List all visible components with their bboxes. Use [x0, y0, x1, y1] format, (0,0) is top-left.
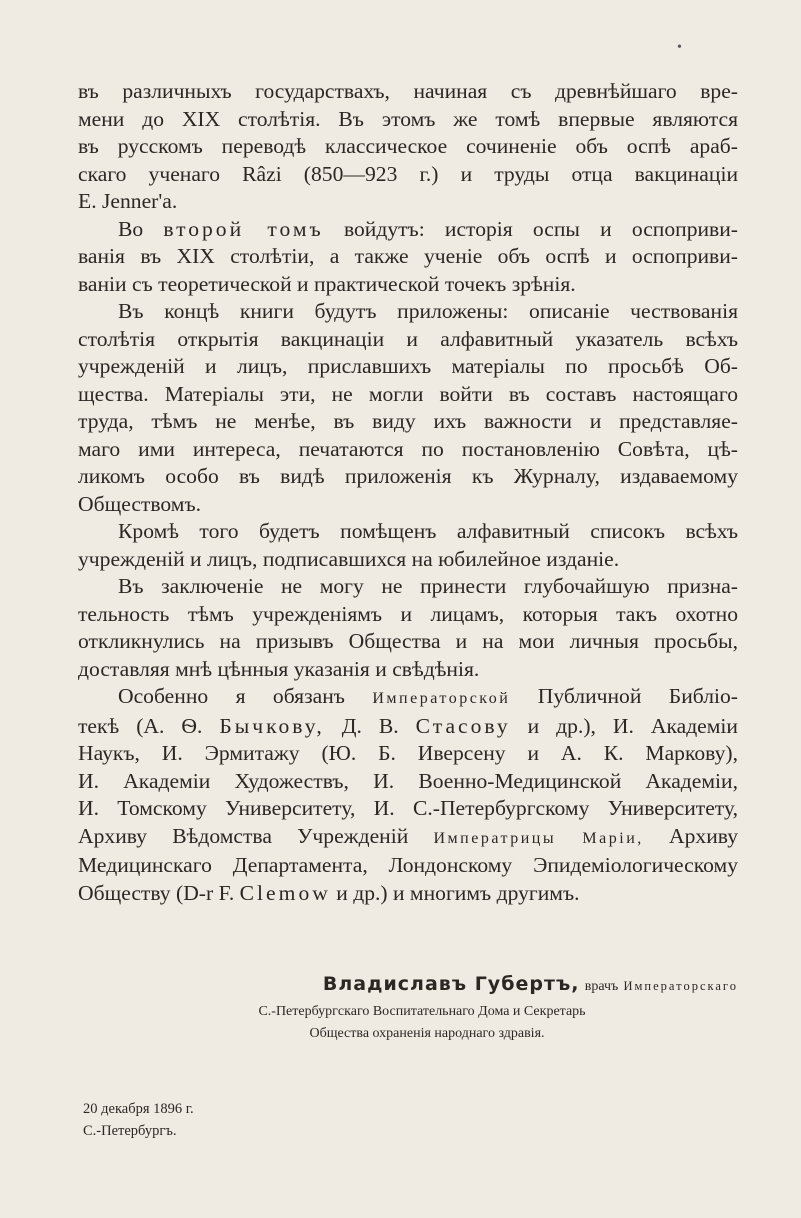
- text-line: щества. Матеріалы эти, не могли войти въ составъ настоящаго: [78, 381, 738, 406]
- text-line: ликомъ особо въ видѣ приложенія къ Журналу, издаваемому: [78, 464, 738, 488]
- text-run: войдутъ: исторія оспы и оспоприви-: [343, 216, 738, 241]
- text-line: учрежденій и лицъ, подписавшихся на юбилейное изданіе.: [78, 546, 620, 571]
- text-line: И. Академіи Художествъ, И. Военно-Медицинской Академіи,: [78, 768, 738, 793]
- body-text: [78, 78, 738, 907]
- author-name: Владиславъ Губертъ,: [322, 973, 580, 995]
- text-line: E. Jenner'a.: [78, 189, 178, 213]
- text-line: учрежденій и лицъ, приславшихъ матеріалы по просьбѣ Об-: [78, 354, 738, 378]
- text-line: Въ заключеніе не могу не принести глубочайшую призна-: [118, 574, 738, 598]
- date-line: 20 декабря 1896 г.: [83, 1101, 194, 1117]
- text-line: мени до XIX столѣтія. Въ этомъ же томѣ впервые являются: [78, 106, 738, 131]
- text-line: ваніи съ теоретической и практической точекъ зрѣнія.: [78, 271, 576, 296]
- text-run: текѣ (А. Ѳ.: [78, 713, 203, 738]
- text-line: труда, тѣмъ не менѣе, въ виду ихъ важности и представляе-: [78, 409, 738, 433]
- text-line: Кромѣ того будетъ помѣщенъ алфавитный списокъ всѣхъ: [118, 519, 738, 543]
- small-caps-text: Императрицы Маріи,: [433, 829, 644, 847]
- small-caps-text: Императорской: [372, 690, 511, 707]
- author-society: Общества охраненія народнаго здравія.: [309, 1026, 545, 1041]
- date-place: [83, 1098, 194, 1142]
- page-mark: •: [677, 40, 682, 55]
- place-line: С.-Петербургъ.: [83, 1123, 177, 1139]
- spaced-text: Бычкову,: [219, 713, 325, 738]
- signature-block: [78, 969, 738, 1045]
- text-line: доставляя мнѣ цѣнныя указанія и свѣдѣнія.: [78, 656, 480, 681]
- text-line: [78, 683, 738, 713]
- text-line: Въ концѣ книги будутъ приложены: описаніе чествованія: [118, 299, 738, 323]
- text-line: столѣтія открытія вакцинаціи и алфавитный указатель всѣхъ: [78, 326, 738, 351]
- text-run: Архиву: [669, 823, 738, 848]
- text-line: Медицинскаго Департамента, Лондонскому Эпидеміологическому: [78, 853, 738, 877]
- text-line: въ русскомъ переводѣ классическое сочиненіе объ оспѣ араб-: [78, 134, 738, 158]
- spaced-text: Стасову: [415, 713, 511, 738]
- text-line: тельность тѣмъ учрежденіямъ и лицамъ, которыя такъ охотно: [78, 601, 738, 626]
- text-line: [78, 880, 738, 908]
- text-run: Д. В.: [341, 713, 399, 738]
- text-run: и др.), И. Академіи: [527, 713, 738, 738]
- text-run: Архиву Вѣдомства Учрежденій: [78, 823, 409, 848]
- text-line: скаго ученаго Râzi (850—923 г.) и труды отца вакцинаціи: [78, 161, 738, 186]
- text-line: [78, 713, 738, 741]
- text-line: откликнулись на призывъ Общества и на мои личныя просьбы,: [78, 629, 738, 653]
- text-line: И. Томскому Университету, И. С.-Петербургскому Университету,: [78, 796, 738, 820]
- text-line: Обществомъ.: [78, 491, 202, 516]
- text-line: маго ими интереса, печатаются по постановленію Совѣта, цѣ-: [78, 436, 738, 461]
- author-affiliation: С.-Петербургскаго Воспитательнаго Дома и Секретарь: [258, 1004, 586, 1019]
- text-run: и др.) и многимъ другимъ.: [336, 880, 580, 905]
- text-line: въ различныхъ государствахъ, начиная съ древнѣйшаго вре-: [78, 79, 738, 103]
- text-line: [78, 216, 738, 244]
- spaced-text: второй томъ: [163, 216, 324, 241]
- text-line: Наукъ, И. Эрмитажу (Ю. Б. Иверсену и А. К. Маркову),: [78, 741, 738, 765]
- spaced-text: Clemow: [239, 880, 331, 905]
- text-line: ванія въ XIX столѣтіи, а также ученіе объ оспѣ и оспоприви-: [78, 244, 738, 268]
- text-run: Публичной Библіо-: [537, 684, 738, 708]
- signature-line: [78, 969, 738, 1001]
- text-run: Обществу (D-r F.: [78, 880, 235, 905]
- author-title: врачъ: [584, 979, 619, 994]
- text-run: Во: [118, 216, 144, 241]
- author-title-caps: Императорскаго: [623, 979, 738, 993]
- text-run: Особенно я обязанъ: [118, 684, 345, 708]
- text-line: [78, 823, 738, 853]
